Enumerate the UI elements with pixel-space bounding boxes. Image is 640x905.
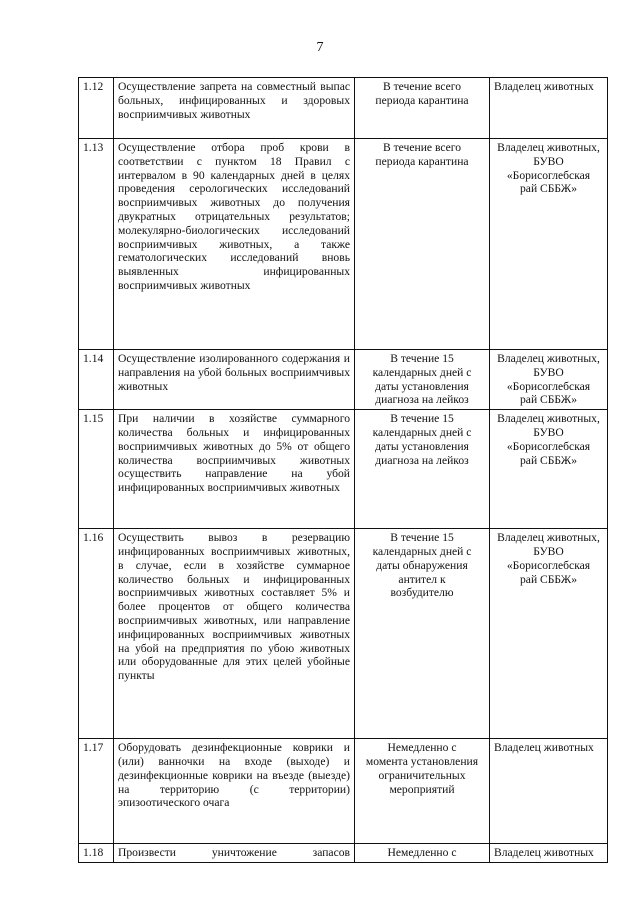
responsible-cell: Владелец животных, БУВО «Борисоглебская рай СББЖ» (490, 410, 608, 529)
term-cell: В течение всего периода карантина (355, 78, 490, 139)
table-row (79, 350, 608, 410)
row-number: 1.14 (79, 350, 114, 410)
row-number: 1.12 (79, 78, 114, 139)
row-number: 1.13 (79, 139, 114, 350)
action-cell: Осуществление запрета на совместный выпас больных, инфицированных и здоровых восприимчивых животных (114, 78, 355, 139)
row-number: 1.17 (79, 739, 114, 844)
responsible-cell: Владелец животных, БУВО «Борисоглебская рай СББЖ» (490, 139, 608, 350)
term-cell: В течение 15 календарных дней с даты установления диагноза на лейкоз (355, 410, 490, 529)
responsible-cell: Владелец животных (490, 739, 608, 844)
table-row (79, 139, 608, 350)
action-cell: Произвести уничтожение запасов (114, 844, 355, 863)
responsible-cell: Владелец животных (490, 844, 608, 863)
term-cell: Немедленно с (355, 844, 490, 863)
action-cell: Осуществление отбора проб крови в соответствии с пунктом 18 Правил с интервалом в 90 календарных дней в целях проведения серологических исследований восприимчивых животных до получения двукратных отрицательных результатов; молекулярно-биологических исследований восприимчивых животных, а также гематологических исследований вновь выявленных инфицированных восприимчивых животных (114, 139, 355, 350)
page-number: 7 (316, 40, 324, 55)
action-cell: При наличии в хозяйстве суммарного количества больных и инфицированных восприимчивых животных до 5% от общего количества восприимчивых животных осуществить направление на убой инфицированных восприимчивых животных (114, 410, 355, 529)
responsible-cell: Владелец животных, БУВО «Борисоглебская рай СББЖ» (490, 529, 608, 739)
term-cell: В течение 15 календарных дней с даты установления диагноза на лейкоз (355, 350, 490, 410)
table-row (79, 844, 608, 863)
table-row (79, 410, 608, 529)
row-number: 1.16 (79, 529, 114, 739)
table-row (79, 739, 608, 844)
action-cell: Осуществить вывоз в резервацию инфицированных восприимчивых животных, в случае, если в хозяйстве суммарное количество больных и инфицированных восприимчивых животных составляет 5% и более процентов от общего количества восприимчивых животных, или направление инфицированных восприимчивых животных на убой на предприятия по убою животных или оборудованные для этих целей убойные пункты (114, 529, 355, 739)
responsible-cell: Владелец животных, БУВО «Борисоглебская рай СББЖ» (490, 350, 608, 410)
term-cell: В течение 15 календарных дней с даты обнаружения антител к возбудителю (355, 529, 490, 739)
row-number: 1.15 (79, 410, 114, 529)
table-row (79, 529, 608, 739)
measures-table (78, 77, 608, 863)
term-cell: В течение всего периода карантина (355, 139, 490, 350)
table-row (79, 78, 608, 139)
action-cell: Осуществление изолированного содержания и направления на убой больных восприимчивых животных (114, 350, 355, 410)
row-number: 1.18 (79, 844, 114, 863)
term-cell: Немедленно с момента установления ограничительных мероприятий (355, 739, 490, 844)
action-cell: Оборудовать дезинфекционные коврики и (или) ванночки на входе (выходе) и дезинфекционные коврики на въезде (выезде) на территорию (с территории) эпизоотического очага (114, 739, 355, 844)
responsible-cell: Владелец животных (490, 78, 608, 139)
